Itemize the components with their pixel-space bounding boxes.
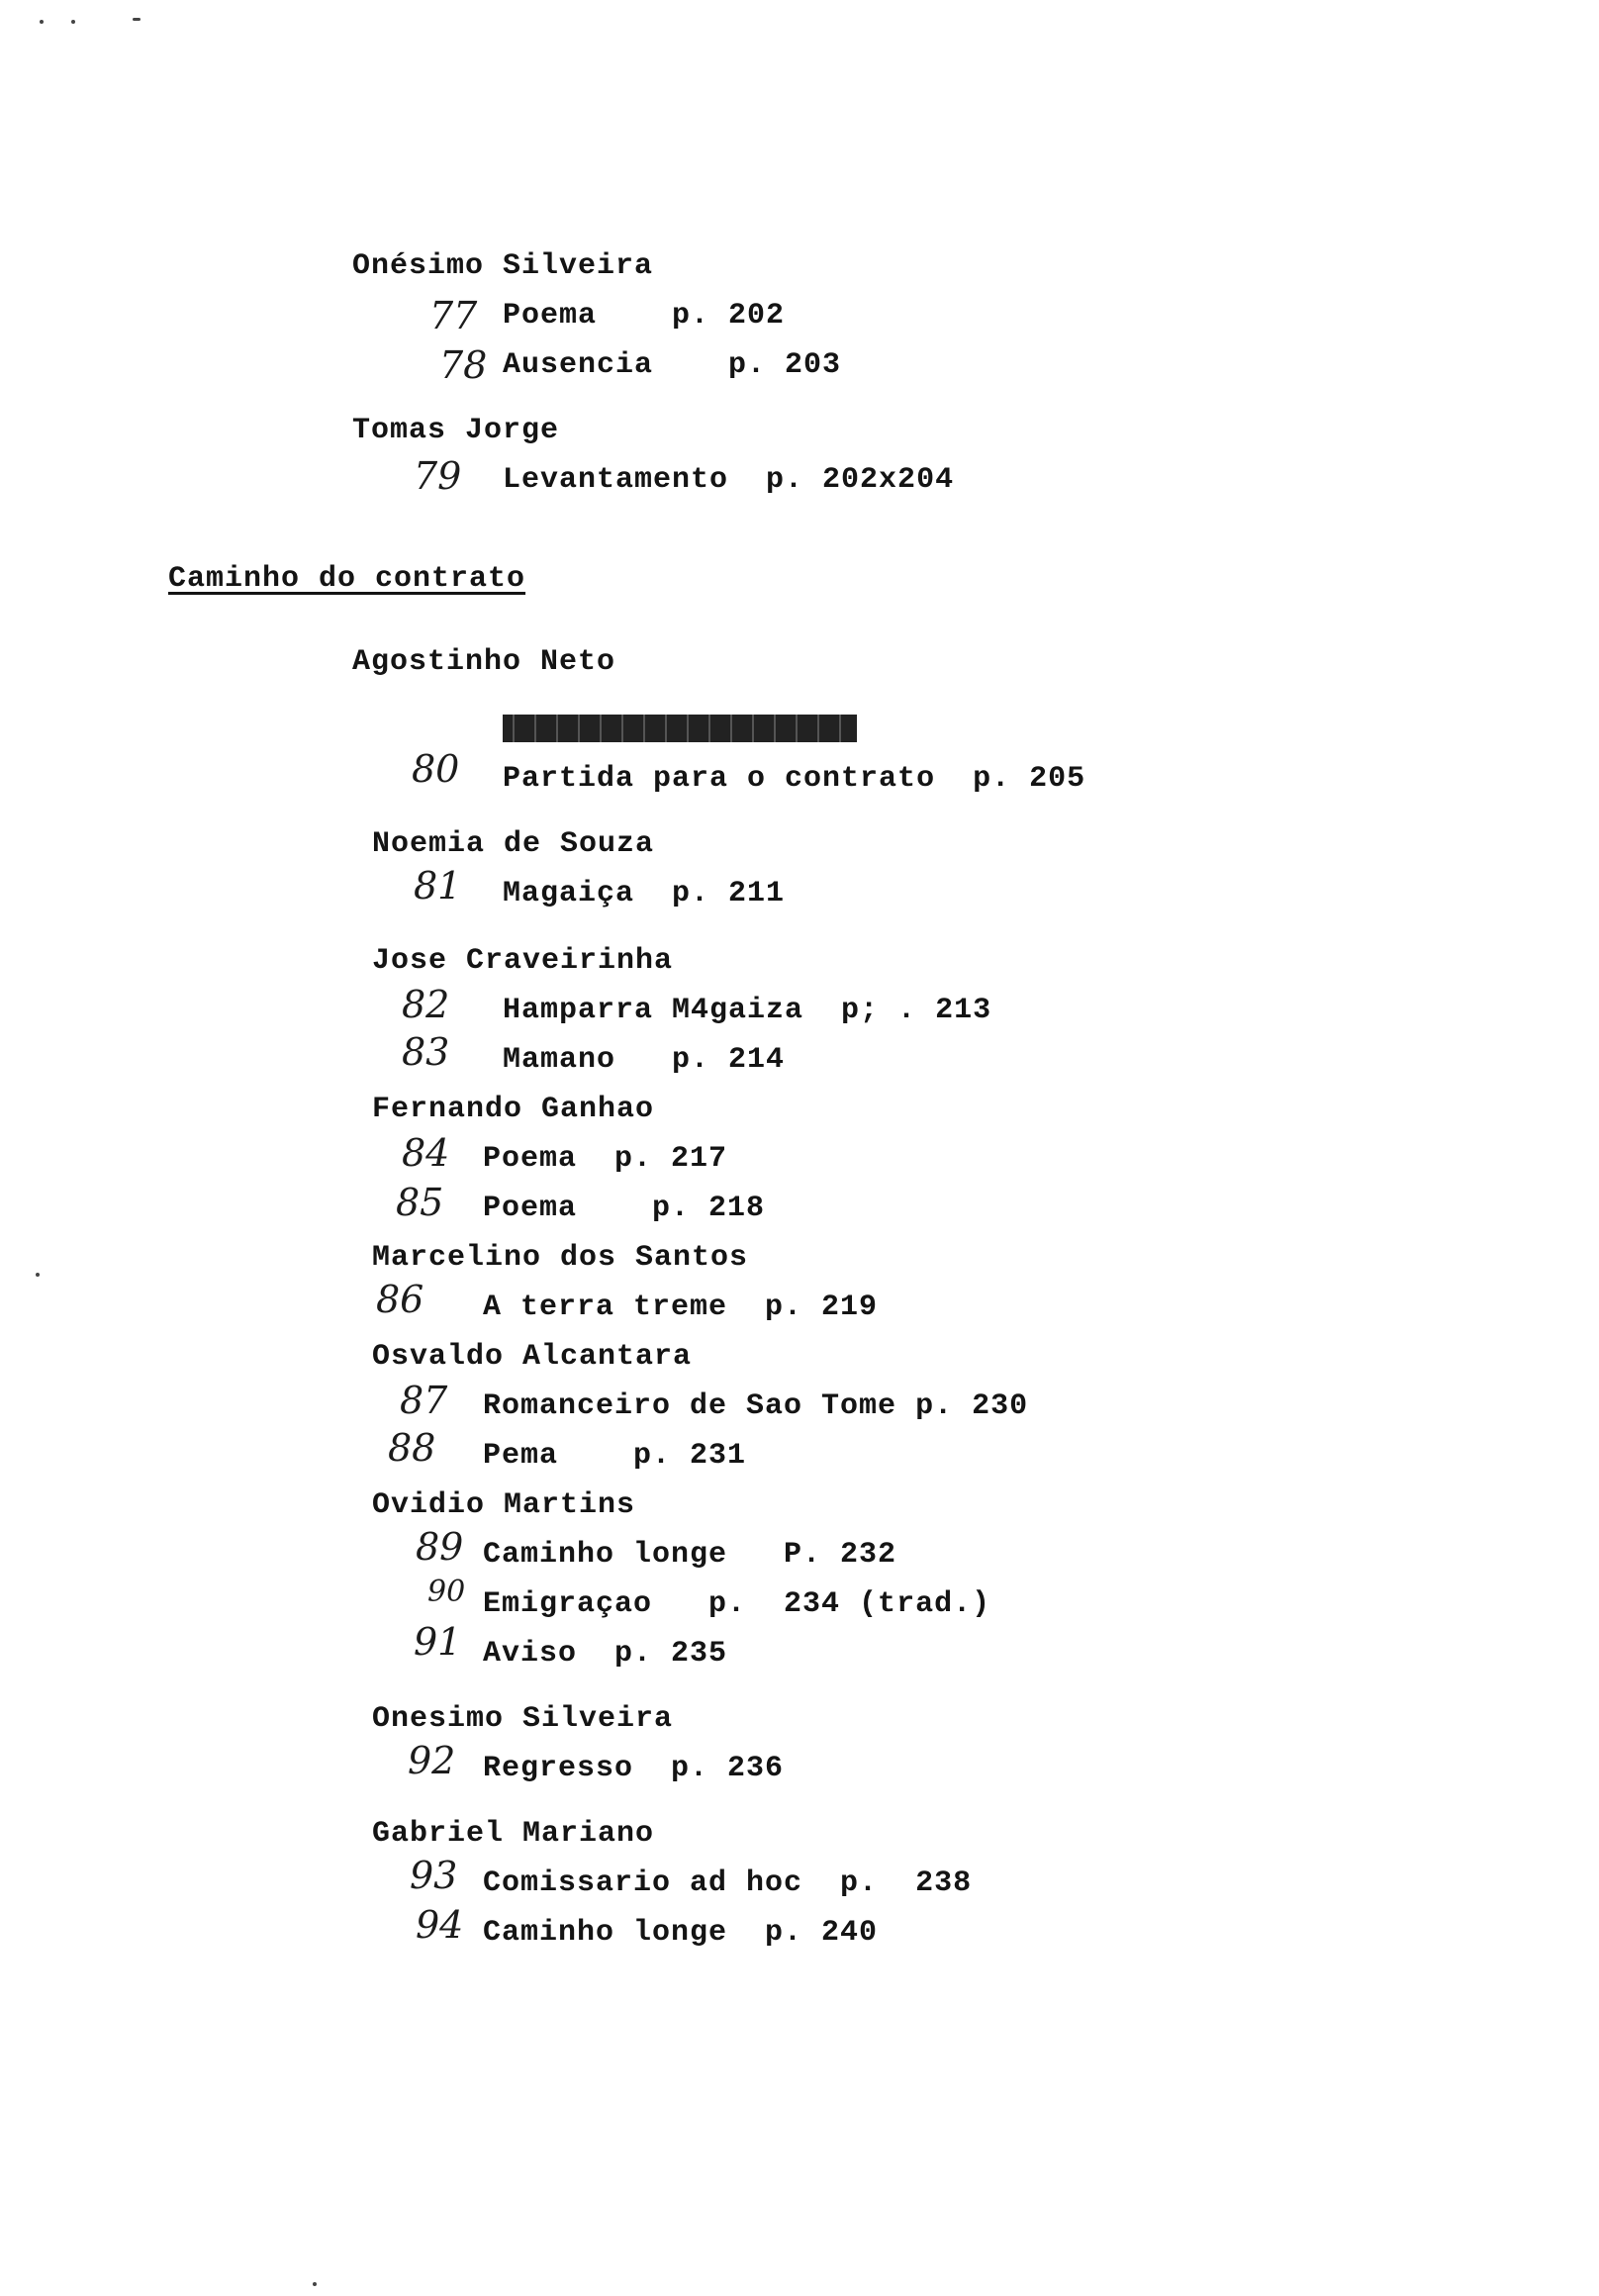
handwritten-number: 85 (396, 1181, 444, 1224)
struck-out-title (503, 715, 857, 742)
poem-entry: Aviso p. 235 (483, 1637, 728, 1671)
author-name: Noemia de Souza (372, 827, 655, 861)
scan-mark (71, 20, 75, 24)
handwritten-number: 88 (388, 1426, 436, 1470)
author-name: Fernando Ganhao (372, 1093, 655, 1126)
handwritten-number: 90 (427, 1575, 466, 1609)
scan-mark (36, 1273, 40, 1277)
poem-entry: Caminho longe P. 232 (483, 1538, 897, 1572)
handwritten-number: 78 (439, 343, 488, 387)
author-name: Marcelino dos Santos (372, 1241, 749, 1275)
poem-entry: Caminho longe p. 240 (483, 1916, 879, 1950)
poem-entry: Levantamento p. 202x204 (503, 463, 955, 497)
handwritten-number: 94 (416, 1903, 464, 1947)
poem-entry: Mamano p. 214 (503, 1043, 786, 1077)
author-name: Onésimo Silveira (352, 249, 654, 283)
poem-entry: Emigraçao p. 234 (trad.) (483, 1587, 991, 1621)
poem-entry: Ausencia p. 203 (503, 348, 842, 382)
handwritten-number: 89 (416, 1525, 464, 1569)
handwritten-number: 86 (376, 1278, 424, 1321)
handwritten-number: 84 (402, 1131, 450, 1175)
author-name: Tomas Jorge (352, 414, 560, 447)
author-name: Gabriel Mariano (372, 1817, 655, 1851)
poem-entry: Partida para o contrato p. 205 (503, 762, 1086, 796)
handwritten-number: 82 (402, 983, 450, 1026)
poem-entry: A terra treme p. 219 (483, 1291, 879, 1324)
handwritten-number: 81 (414, 864, 462, 908)
poem-entry: Poema p. 202 (503, 299, 786, 333)
scan-mark (133, 18, 141, 21)
author-name: Osvaldo Alcantara (372, 1340, 693, 1374)
handwritten-number: 87 (400, 1379, 448, 1422)
poem-entry: Poema p. 218 (483, 1192, 766, 1225)
handwritten-number: 91 (414, 1620, 462, 1664)
poem-entry: Regresso p. 236 (483, 1752, 785, 1785)
handwritten-number: 77 (429, 294, 478, 337)
poem-entry: Pema p. 231 (483, 1439, 747, 1473)
poem-entry: Poema p. 217 (483, 1142, 728, 1176)
poem-entry: Hamparra M4gaiza p; . 213 (503, 994, 992, 1027)
author-name: Jose Craveirinha (372, 944, 674, 978)
author-name: Agostinho Neto (352, 645, 616, 679)
handwritten-number: 93 (410, 1854, 458, 1897)
poem-entry: Romanceiro de Sao Tome p. 230 (483, 1389, 1029, 1423)
handwritten-number: 92 (408, 1739, 456, 1782)
scan-mark (40, 20, 44, 24)
section-heading: Caminho do contrato (168, 562, 526, 596)
poem-entry: Magaiça p. 211 (503, 877, 786, 910)
handwritten-number: 80 (412, 747, 460, 791)
author-name: Onesimo Silveira (372, 1702, 674, 1736)
poem-entry: Comissario ad hoc p. 238 (483, 1866, 973, 1900)
author-name: Ovidio Martins (372, 1488, 636, 1522)
handwritten-number: 83 (402, 1030, 450, 1074)
handwritten-number: 79 (414, 454, 462, 498)
scan-mark (313, 2282, 317, 2286)
